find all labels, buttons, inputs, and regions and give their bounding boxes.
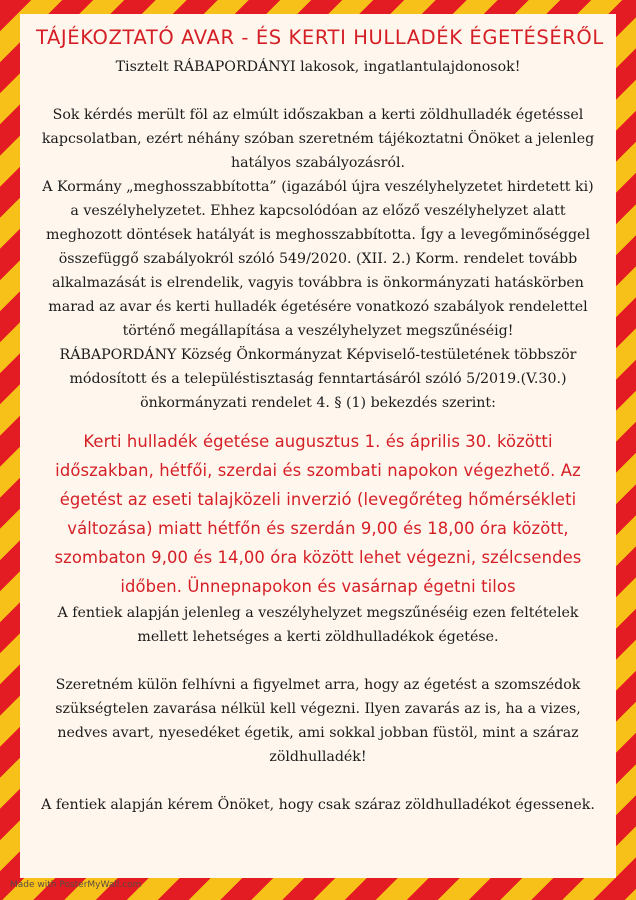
burning-rules-highlight: Kerti hulladék égetése augusztus 1. és április 30. közötti időszakban, hétfői, szerdai és szombati napokon végezhető. Az égetést az eseti talajközeli inverzió (levegőréteg hőmérsékleti változása) miatt hétfőn és szerdán 9,00 és 18,00 óra között, szombaton 9,00 és 14,00 óra között lehet végezni, szélcsendes időben. Ünnepnapokon és vasárnap égetni tilos — [54, 432, 582, 596]
closing-paragraph: A fentiek alapján kérem Önöket, hogy csak száraz zöldhulladékot égessenek. — [41, 797, 595, 813]
intro-paragraph: Sok kérdés merült föl az elmúlt időszakban a kerti zöldhulladék égetéssel kapcsolatban, ezért néhány szóban szeretném tájékoztatni Önöket a jelenleg hatályos szabályozásról. — [41, 107, 595, 171]
notice-panel — [20, 14, 616, 878]
spacer — [36, 649, 600, 673]
notice-body — [36, 55, 600, 415]
after-highlight-paragraph: A fentiek alapján jelenleg a veszélyhelyzet megszűnéséig ezen feltételek mellett lehetséges a kerti zöldhulladékok égetése. — [57, 605, 579, 645]
regulation-paragraph: RÁBAPORDÁNY Község Önkormányzat Képviselő-testületének többször módosított és a településtisztaság fenntartásáról szóló 5/2019.(V.30.) önkormányzati rendelet 4. § (1) bekezdés szerint: — [59, 347, 577, 411]
spacer — [36, 79, 600, 103]
page-title: TÁJÉKOZTATÓ AVAR - ÉS KERTI HULLADÉK ÉGETÉSÉRŐL — [36, 26, 604, 49]
notice-body-continued — [36, 601, 600, 817]
government-paragraph: A Kormány „meghosszabbította” (igazából újra veszélyhelyzetet hirdetett ki) a veszélyhelyzetet. Ehhez kapcsolódóan az előző veszélyhelyzet alatt meghozott döntések hatályát is meghosszabbította. Így a levegőminőséggel összefüggő szabályokról szóló 549/2020. (XII. 2.) Korm. rendelet tovább alkalmazását is elrendelik, vagyis továbbra is önkormányzati hatáskörben marad az avar és kerti hulladék égetésére vonatkozó szabályok rendelettel történő megállapítása a veszélyhelyzet megszűnéséig! — [42, 179, 594, 339]
spacer — [36, 769, 600, 793]
greeting-text: Tisztelt RÁBAPORDÁNYI lakosok, ingatlantulajdonosok! — [115, 59, 521, 75]
postermywall-credit: Made with PosterMyWall.com — [10, 880, 142, 890]
neighbors-notice-paragraph: Szeretném külön felhívni a figyelmet arra, hogy az égetést a szomszédok szükségtelen zavarása nélkül kell végezni. Ilyen zavarás az is, ha a vizes, nedves avart, nyesedéket égetik, ami sokkal jobban füstöl, mint a száraz zöldhulladék! — [55, 677, 581, 765]
